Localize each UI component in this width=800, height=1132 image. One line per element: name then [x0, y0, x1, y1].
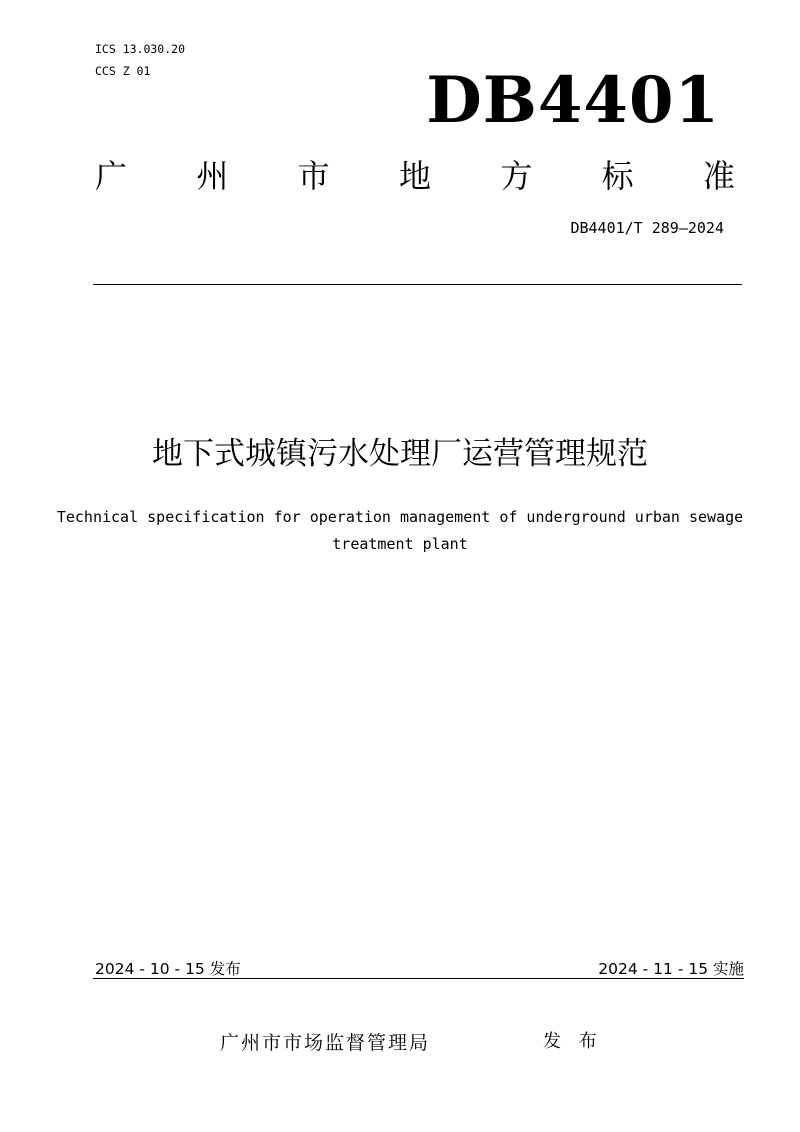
standard-number: DB4401/T 289—2024 — [570, 219, 724, 237]
document-title-english: Technical specification for operation management of underground urban sewage treatment plant — [56, 508, 744, 553]
standard-type-char: 广 — [95, 157, 128, 195]
standard-type-char: 地 — [398, 157, 431, 195]
standard-mark: DB4401 — [426, 63, 720, 138]
standard-type-heading — [95, 153, 735, 199]
standard-type-char: 方 — [500, 157, 533, 195]
publish-label: 发 布 — [543, 1031, 603, 1052]
footer-divider — [93, 978, 744, 979]
standard-type-char: 准 — [702, 157, 735, 195]
ccs-code: CCS Z 01 — [95, 64, 151, 78]
standard-type-char: 标 — [601, 157, 634, 195]
header-divider — [93, 284, 742, 285]
document-title-chinese: 地下式城镇污水处理厂运营管理规范 — [152, 436, 648, 472]
issue-date: 2024 - 10 - 15 发布 — [95, 960, 241, 978]
standard-type-char: 州 — [196, 157, 229, 195]
publisher-name: 广州市市场监督管理局 — [220, 1032, 431, 1054]
implementation-date: 2024 - 11 - 15 实施 — [598, 960, 744, 978]
standard-type-char: 市 — [297, 157, 330, 195]
ics-code: ICS 13.030.20 — [95, 42, 186, 56]
